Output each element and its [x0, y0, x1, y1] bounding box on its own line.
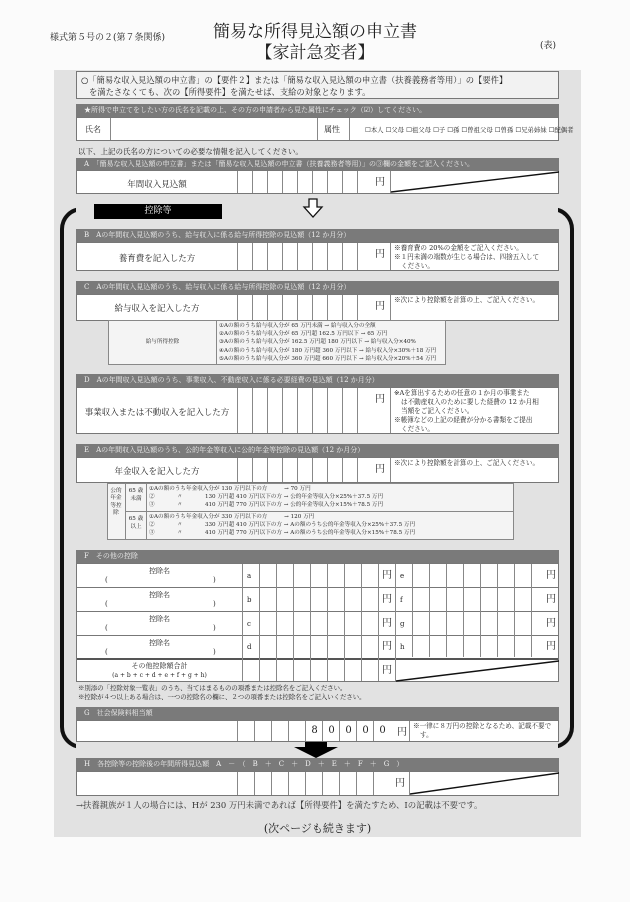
under65-label: 65 歳未満	[128, 488, 144, 503]
section-f-notes: ※別添の「控除対象一覧表」のうち、当てはまるものの項番または控除名をご記入ください。 ※控除が４つ以上ある場合は、一つの控除名の欄に、２つの項番または控除名をご記入いください。	[78, 684, 366, 701]
section-c-notes: ※次により控除額を計算の上、ご記入ください。	[394, 296, 540, 304]
section-e-label: 年金収入を記入した方	[114, 467, 200, 477]
section-b-row	[76, 242, 559, 271]
yen-unit-f: 円	[546, 594, 556, 605]
arrow-down-outline-icon	[302, 198, 324, 218]
checkbox-mago[interactable]: ☐孫	[447, 126, 460, 134]
section-g-note: ※一律に８万円の控除となるため、記載不要で す。	[413, 722, 552, 739]
yen-unit: 円	[397, 727, 407, 738]
section-e-row	[76, 457, 559, 483]
yen-unit-h: 円	[546, 641, 556, 652]
annual-income-input[interactable]	[238, 172, 388, 193]
amount-input-e[interactable]	[413, 565, 558, 586]
key-b: b	[247, 596, 252, 604]
section-b-amount-input[interactable]	[238, 244, 388, 270]
under65-rules: ①Aの額のうち年金収入分が 130 万円以下の方 → 70 万円 ② 〃 130 万円超 410 万円以下の方 → 公的年金等収入分×25%＋37.5 万円 ③ 〃 410 万円超 770 万円以下の方 → 公的年金等収入分×15%＋78.5 万円	[149, 486, 384, 509]
title-line-1: 簡易な所得見込額の申立書	[213, 22, 417, 42]
amount-input-a[interactable]	[260, 565, 394, 586]
digit-8: 8	[311, 725, 318, 736]
key-f: f	[400, 596, 403, 604]
diagonal-strike	[391, 171, 559, 193]
section-d-header: D Aの年間収入見込額のうち、事業収入、不動産収入に係る必要経費の見込額（12 か月分）	[76, 374, 559, 387]
salary-deduction-label: 給与所得控除	[145, 339, 180, 345]
section-b-label: 養育費を記入した方	[118, 254, 196, 264]
name-label: 氏名	[85, 125, 101, 134]
amount-input-h[interactable]	[413, 637, 558, 657]
section-f-table	[76, 563, 559, 682]
yen-unit-g: 円	[546, 618, 556, 629]
diagonal-strike	[396, 660, 559, 682]
key-c: c	[247, 620, 251, 628]
key-d: d	[247, 643, 252, 651]
side-label: (表)	[540, 41, 557, 51]
diagonal-strike	[410, 772, 559, 795]
section-h-amount-input[interactable]	[238, 773, 408, 795]
attribute-checkboxes	[365, 125, 574, 134]
section-f-header: F その他の控除	[76, 550, 559, 563]
section-c-amount-input[interactable]	[238, 296, 388, 320]
amount-input-g[interactable]	[413, 613, 558, 634]
footer-note: →扶養親族が１人の場合には、Hが 230 万円未満であれば【所得要件】を満たすため、Iの記載は不要です。	[76, 800, 483, 810]
digit-0: 0	[362, 725, 369, 736]
section-g-row	[76, 720, 559, 742]
deduction-name-c[interactable]: 控除名 ( )	[105, 615, 216, 632]
section-c-header: C Aの年間収入見込額のうち、給与収入に係る給与所得控除の見込額（12 か月分）	[76, 281, 559, 294]
deduction-name-a[interactable]: 控除名 ( )	[105, 567, 216, 584]
checkbox-haigusha[interactable]: ☐配偶者	[548, 126, 574, 134]
checkbox-honnin[interactable]: ☐本人	[365, 126, 384, 134]
checkbox-ko[interactable]: ☐子	[433, 126, 446, 134]
section-a-header: A 「簡易な収入見込額の申立書」または「簡易な収入見込額の申立書（扶養義務者等用）」の③欄の金額をご記入ください。	[76, 158, 559, 170]
notice-line-1: ○「簡易な収入見込額の申立書」の【要件２】または「簡易な収入見込額の申立書（扶養義務者等用）」の【要件】	[81, 75, 508, 85]
yen-unit: 円	[375, 249, 385, 260]
amount-input-c[interactable]	[260, 613, 394, 634]
yen-unit-b: 円	[382, 594, 392, 605]
yen-unit-c: 円	[382, 618, 392, 629]
salary-deduction-rules: ①Aの額のうち給与収入分が 65 万円未満 → 給与収入分の全額 ②Aの額のうち給与収入分が 65 万円超 162.5 万円以下 → 65 万円 ③Aの額のうち給与収入分が 162.5 万円超 180 万円以下 → 給与収入分×40% ④Aの額のうち給与収入分が 180 万円超 360 万円以下 → 給与収入分×30%＋18 万円 ⑤Aの額のうち給与収入分が 360 万円超 660 万円以下 → 給与収入分×20%＋54 万円	[219, 323, 437, 362]
name-input[interactable]	[111, 119, 316, 139]
salary-deduction-table	[108, 320, 446, 365]
section-d-row	[76, 387, 559, 434]
section-b-header: B Aの年間収入見込額のうち、給与収入に係る給与所得控除の見込額（12 か月分）	[76, 229, 559, 242]
digit-0: 0	[345, 725, 352, 736]
page-title	[200, 22, 430, 64]
key-g: g	[400, 620, 405, 628]
section-a-row	[76, 170, 559, 194]
other-deduction-total-label: その他控除額合計 (a + b + c + d + e + f + g + h)	[112, 662, 207, 679]
section-e-notes: ※次により控除額を計算の上、ご記入ください。	[394, 459, 540, 467]
checkbox-kyodai[interactable]: ☐兄弟姉妹	[515, 126, 547, 134]
digit-0: 0	[328, 725, 335, 736]
digit-0: 0	[379, 725, 386, 736]
section-h-row	[76, 771, 559, 796]
section-c-row	[76, 294, 559, 321]
checkbox-sofubo[interactable]: ☐祖父母	[406, 126, 432, 134]
section-d-amount-input[interactable]	[238, 389, 388, 433]
amount-input-d[interactable]	[260, 637, 394, 657]
pension-deduction-label: 公的年金等控除	[110, 488, 122, 517]
deduction-name-d[interactable]: 控除名 ( )	[105, 639, 216, 656]
amount-input-f[interactable]	[413, 589, 558, 610]
yen-unit-e: 円	[546, 570, 556, 581]
section-d-label: 事業収入または不動収入を記入した方	[84, 408, 230, 418]
key-a: a	[247, 572, 252, 580]
yen-unit-d: 円	[382, 641, 392, 652]
yen-unit-a: 円	[382, 570, 392, 581]
section-e-amount-input[interactable]	[238, 459, 388, 482]
checkbox-sosofubo[interactable]: ☐曽祖父母	[461, 126, 493, 134]
pension-deduction-table	[107, 483, 514, 540]
section-e-header: E Aの年間収入見込額のうち、公的年金等収入に公的年金等控除の見込額（12 か月分）	[76, 444, 559, 457]
yen-unit: 円	[395, 778, 405, 789]
key-h: h	[400, 643, 405, 651]
arrow-down-solid-icon	[294, 742, 338, 758]
yen-unit: 円	[375, 301, 385, 312]
instruction-text: 以下、上記の氏名の方についての必要な情報を記入してください。	[78, 147, 303, 156]
deductions-label: 控除等	[94, 204, 222, 219]
attribute-label: 属性	[324, 125, 340, 134]
title-line-2: 【家計急変者】	[255, 43, 375, 63]
section-d-notes: ※Aを算出するための任意の１か月の事業また は不動産収入のために要した経費の 12 か月相 当額をご記入ください。 ※帳簿などの上記の経費が分かる書類をご提出 ください。	[394, 389, 539, 433]
notice-box	[76, 71, 559, 99]
over65-rules: ①Aの額のうち年金収入分が 330 万円以下の方 → 120 万円 ② 〃 330 万円超 410 万円以下の方 → Aの額のうち公的年金等収入分×25%＋37.5 万円 ③ 〃 410 万円超 770 万円以下の方 → Aの額のうち公的年金等収入分×15%＋78.5 万円	[149, 514, 416, 537]
yen-unit: 円	[375, 394, 385, 405]
continued-label: (次ページも続きます)	[263, 822, 372, 835]
form-id: 様式第５号の２(第７条関係)	[50, 33, 166, 43]
amount-input-b[interactable]	[260, 589, 394, 610]
key-e: e	[400, 572, 405, 580]
section-b-notes: ※養育費の 20%の金額をご記入ください。 ※１円未満の端数が生じる場合は、四捨五入して ください。	[394, 244, 540, 270]
section-c-label: 給与収入を記入した方	[114, 304, 200, 314]
over65-label: 65 歳以上	[128, 516, 144, 531]
section-h-header: H 各控除等の控除後の年間所得見込額 A － （ B ＋ C ＋ D ＋ E ＋ F ＋ G ）	[76, 758, 559, 771]
section-a-label: 年間収入見込額	[127, 180, 187, 190]
yen-unit: 円	[375, 464, 385, 475]
deduction-name-b[interactable]: 控除名 ( )	[105, 591, 216, 608]
notice-line-2: を満たさなくても、次の【所得要件】を満たせば、支給の対象となります。	[89, 87, 371, 97]
checkbox-fubo[interactable]: ☐父母	[385, 126, 405, 134]
applicant-header: ★所得で申立てをしたい方の氏名を記載の上、その方の申請者から見た属性にチェック（☑）してください。	[76, 104, 559, 117]
amount-input-total[interactable]	[243, 661, 394, 681]
yen-unit: 円	[375, 177, 385, 188]
applicant-row	[76, 117, 574, 141]
section-g-header: G 社会保険料相当額	[76, 707, 559, 720]
yen-unit-total: 円	[382, 665, 392, 676]
checkbox-himago[interactable]: ☐曽孫	[494, 126, 514, 134]
